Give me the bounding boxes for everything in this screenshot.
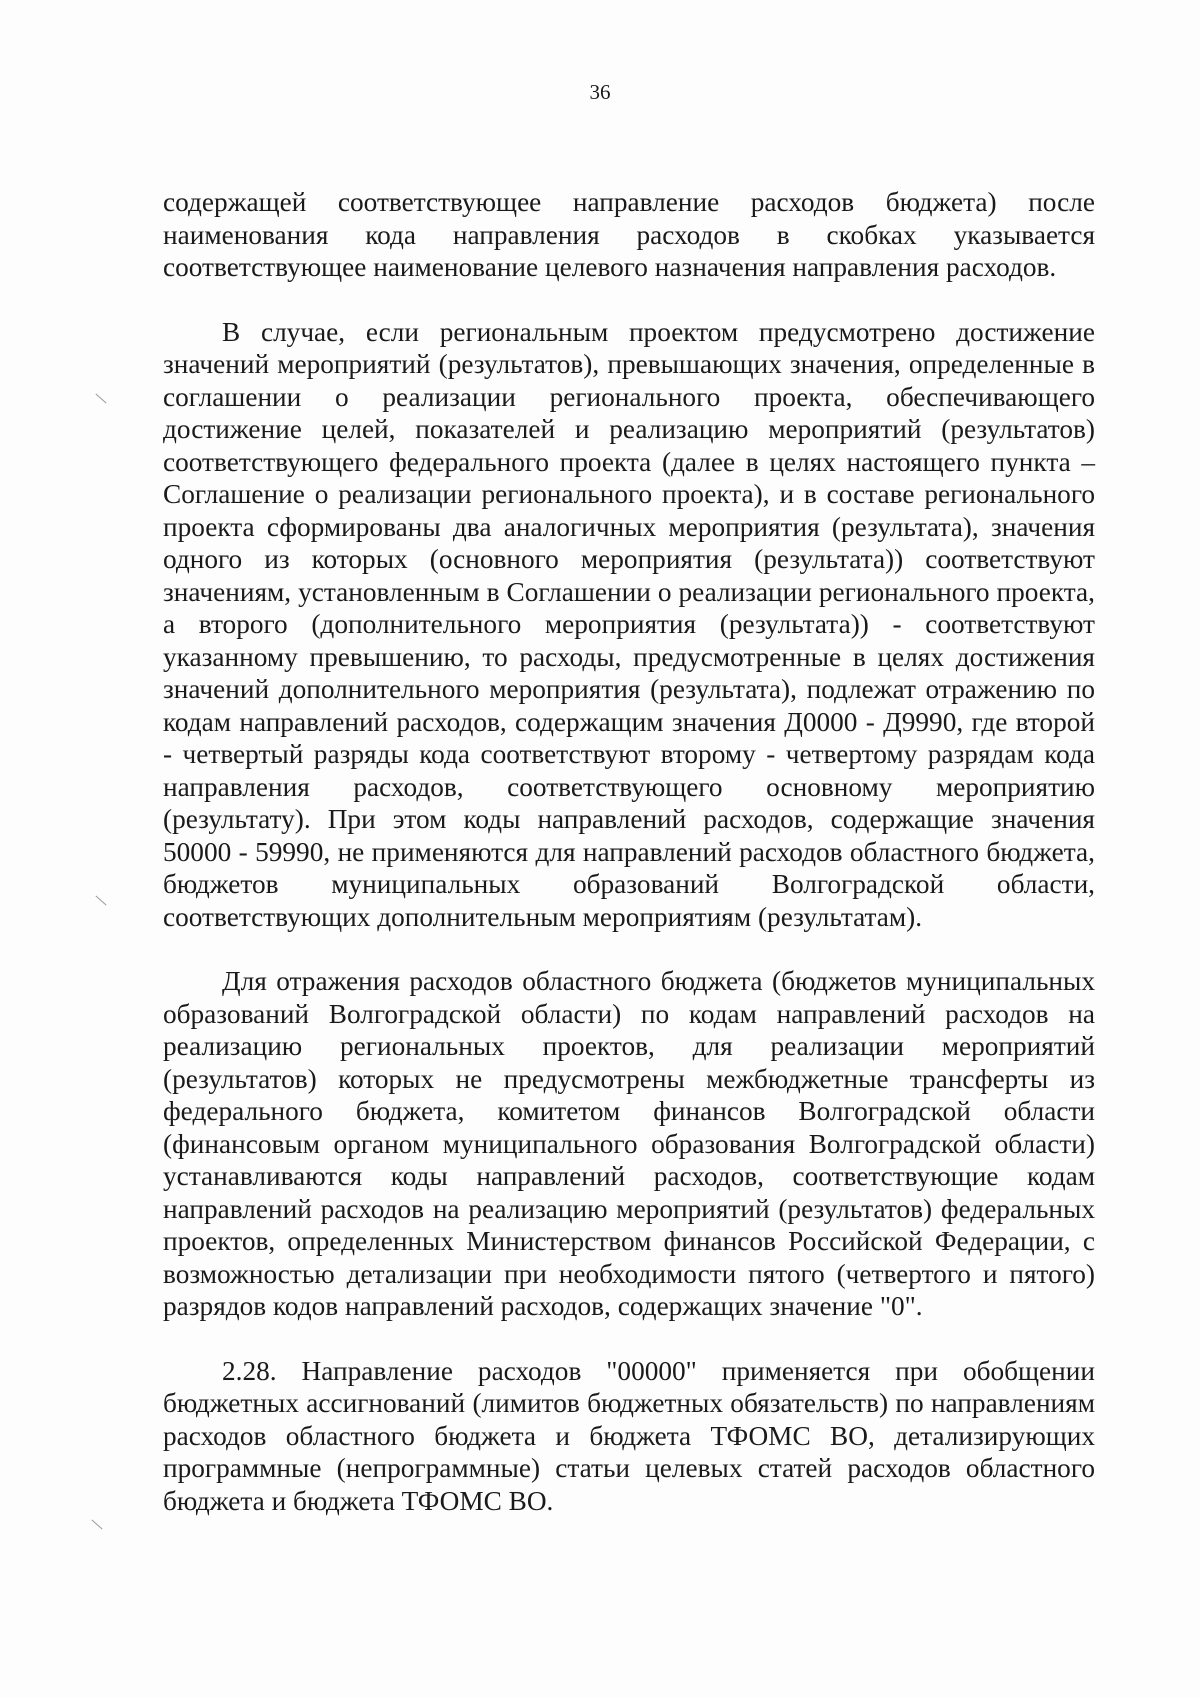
paragraph-2: В случае, если региональным проектом предусмотрено достижение значений мероприятий (результатов), превышающих значения, определенные в соглашении о реализации регионального проекта, обеспечивающего достижение целей, показателей и реализацию мероприятий (результатов) соответствующего федерального проекта (далее в целях настоящего пункта – Соглашение о реализации регионального проекта), и в составе регионального проекта сформированы два аналогичных мероприятия (результата), значения одного из которых (основного мероприятия (результата)) соответствуют значениям, установленным в Соглашении о реализации регионального проекта, а второго (дополнительного мероприятия (результата)) - соответствуют указанному превышению, то расходы, предусмотренные в целях достижения значений дополнительного мероприятия (результата), подлежат отражению по кодам направлений расходов, содержащим значения Д0000 - Д9990, где второй - четвертый разряды кода соответствуют второму - четвертому разрядам кода направления расходов, соответствующего основному мероприятию (результату). При этом коды направлений расходов, содержащие значения 50000 - 59990, не применяются для направлений расходов областного бюджета, бюджетов муниципальных образований Волгоградской области, соответствующих дополнительным мероприятиям (результатам). bbox=[163, 316, 1095, 932]
page-number: 36 bbox=[589, 80, 611, 104]
scan-mark bbox=[95, 393, 106, 403]
scan-mark bbox=[95, 895, 106, 905]
paragraph-3: Для отражения расходов областного бюджета (бюджетов муниципальных образований Волгоградской области) по кодам направлений расходов на реализацию региональных проектов, для реализации мероприятий (результатов) которых не предусмотрены межбюджетные трансферты из федерального бюджета, комитетом финансов Волгоградской области (финансовым органом муниципального образования Волгоградской области) устанавливаются коды направлений расходов, соответствующие кодам направлений расходов на реализацию мероприятий (результатов) федеральных проектов, определенных Министерством финансов Российской Федерации, с возможностью детализации при необходимости пятого (четвертого и пятого) разрядов кодов направлений расходов, содержащих значение "0". bbox=[163, 966, 1095, 1321]
scan-mark bbox=[91, 1519, 102, 1529]
document-body bbox=[163, 186, 1095, 1549]
paragraph-4: 2.28. Направление расходов "00000" применяется при обобщении бюджетных ассигнований (лимитов бюджетных обязательств) по направлениям расходов областного бюджета и бюджета ТФОМС ВО, детализирующих программные (непрограммные) статьи целевых статей расходов областного бюджета и бюджета ТФОМС ВО. bbox=[163, 1355, 1095, 1516]
paragraph-1: содержащей соответствующее направление расходов бюджета) после наименования кода направления расходов в скобках указывается соответствующее наименование целевого назначения направления расходов. bbox=[163, 187, 1095, 282]
